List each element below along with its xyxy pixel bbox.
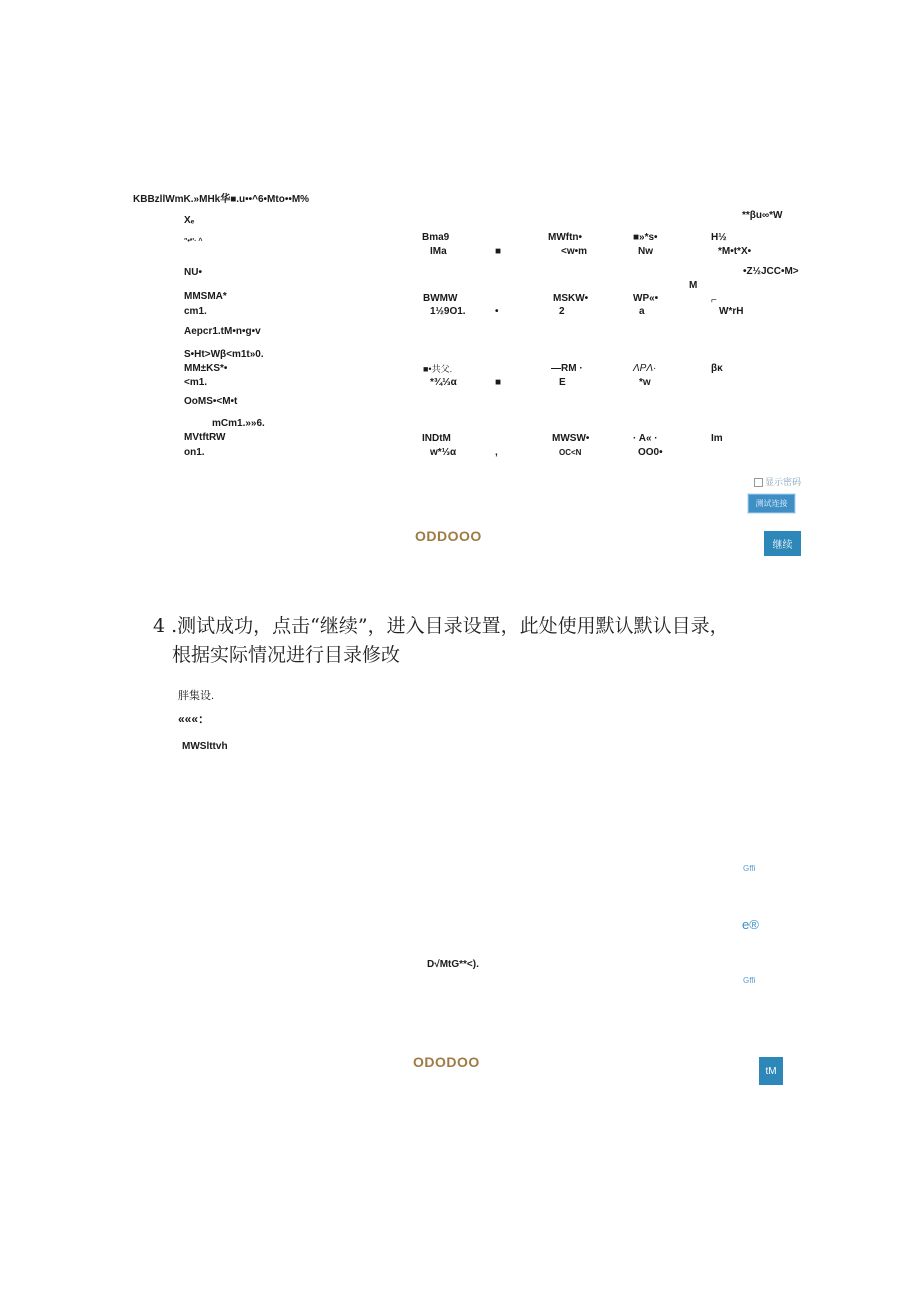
label-on1: on1. — [184, 447, 205, 458]
label-sht: S•Ht>Wβ<m1t»0. — [184, 349, 264, 360]
pagination-top[interactable]: ODDOOO — [415, 528, 482, 544]
label-zj: •Z½JCC•M> — [743, 266, 799, 277]
cell-comma: , — [495, 447, 498, 458]
cell-apa: ΛPΛ· — [633, 363, 657, 374]
checkbox-box[interactable] — [754, 478, 763, 487]
label-aepcr: Aepcr1.tM•n•g•v — [184, 326, 261, 337]
cell-h: H½ — [711, 232, 727, 243]
cell-a: a — [639, 306, 645, 317]
section-title: 胖集设. — [178, 690, 215, 702]
cell-square: ■ — [495, 246, 502, 257]
cell-mskw: MSKW• — [553, 293, 589, 304]
next-button[interactable]: tM — [759, 1057, 783, 1085]
section-sub: MWSlttvh — [182, 741, 228, 752]
label-ooms: OoMS•<M•t — [184, 396, 238, 407]
cell-wm: <w•m — [561, 246, 588, 257]
browse-icon-2[interactable]: e® — [742, 917, 759, 932]
cell-2: 2 — [559, 306, 565, 317]
step-instruction-line2: 根据实际情况进行目录修改 — [172, 644, 401, 666]
cell-mwftn: MWftn• — [548, 232, 583, 243]
label-cm1: cm1. — [184, 306, 207, 317]
cell-e: E — [559, 377, 566, 388]
section-marks: «««： — [178, 712, 211, 726]
cell-alpha: *¾⅓α — [430, 377, 457, 388]
cell-wrh: W*rH — [719, 306, 744, 317]
cell-square2: ■ — [495, 377, 502, 388]
cell-rm: —RM · — [551, 363, 583, 374]
label-mcm: mCm1.»»6. — [212, 418, 265, 429]
cell-w: *w — [639, 377, 651, 388]
label-nu: NU• — [184, 267, 202, 278]
cell-w-alpha: w*⅓α — [430, 447, 457, 458]
cell-wp: WP«• — [633, 293, 659, 304]
cell-gongfu: ■•共父. — [423, 364, 453, 374]
cell-s: ■»*s• — [633, 232, 658, 243]
label-mvtft: MVtftRW — [184, 432, 226, 443]
label-mmks: MM±KS*• — [184, 363, 228, 374]
cell-bracket: ⌐ — [711, 295, 717, 306]
cell-nw: Nw — [638, 246, 653, 257]
cell-oo0: OO0• — [638, 447, 663, 458]
step-instruction-line1: 4 .测试成功，点击“继续”，进入目录设置，此处使用默认默认目录， — [153, 615, 729, 637]
label-m1: <m1. — [184, 377, 208, 388]
label-mmsma: MMSMA* — [184, 291, 227, 302]
checkbox-label: 显示密码 — [765, 477, 802, 487]
cell-ocn: OC<N — [559, 448, 582, 457]
cell-indtm: INDtM — [422, 433, 451, 444]
show-password-checkbox[interactable] — [754, 475, 801, 488]
cell-bk: βκ — [711, 363, 723, 374]
browse-icon-3[interactable]: Gffi — [743, 976, 756, 985]
test-connection-button[interactable]: 测试连接 — [748, 494, 795, 513]
cell-dot: • — [495, 306, 499, 317]
label-dvmtg: D√MtG**<). — [427, 959, 479, 970]
cell-a2: · A« · — [633, 433, 658, 444]
pagination-bottom[interactable]: ODODOO — [413, 1054, 480, 1070]
header-right-text: **βu∞*W — [742, 210, 783, 221]
continue-button[interactable]: 继续 — [764, 531, 801, 556]
cell-bma9: Bma9 — [422, 232, 450, 243]
cell-mtx: *M•t*X• — [718, 246, 752, 257]
cell-im: Im — [711, 433, 723, 444]
cell-1901: 1½9O1. — [430, 306, 466, 317]
page-title: KBBzllWmK.»MHk华■.u••^6•Mto••M% — [133, 194, 310, 205]
section-label-xe: Xₑ — [184, 215, 195, 226]
cell-bwmw: BWMW — [423, 293, 458, 304]
subtitle-dashes: "•*'· ^ — [184, 238, 203, 245]
cell-ima: IMa — [430, 246, 447, 257]
browse-icon-1[interactable]: Gffi — [743, 864, 756, 873]
cell-mwsw: MWSW• — [552, 433, 590, 444]
label-m: M — [689, 280, 698, 291]
